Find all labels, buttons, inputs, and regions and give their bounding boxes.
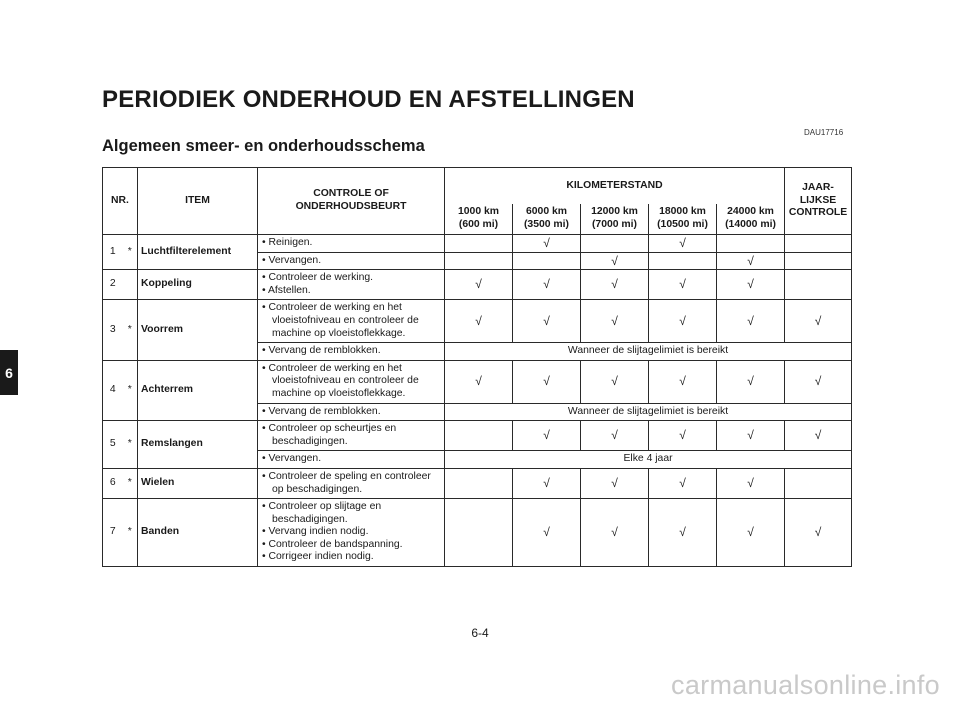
check-mark: √ [513, 499, 581, 567]
empty-cell [785, 468, 852, 498]
check-mark: √ [649, 468, 717, 498]
maintenance-description [258, 451, 445, 469]
description-line: • Controleer op slijtage en beschadigingen. [262, 501, 382, 525]
table-row [103, 360, 852, 403]
empty-cell [445, 252, 513, 270]
dealer-service-marker [123, 270, 138, 300]
schedule-body [103, 235, 852, 567]
check-mark: √ [581, 270, 649, 300]
annual-header [785, 168, 852, 235]
check-mark: √ [717, 499, 785, 567]
interval-header-5 [717, 204, 785, 235]
item-name: Banden [138, 499, 258, 567]
dealer-service-marker: * [123, 235, 138, 270]
interval-header-3 [581, 204, 649, 235]
empty-cell [445, 499, 513, 567]
check-mark: √ [581, 252, 649, 270]
description-line: • Vervang de remblokken. [262, 345, 381, 357]
check-mark: √ [785, 499, 852, 567]
interval-km: 18000 km [659, 206, 706, 218]
item-header: ITEM [138, 168, 258, 235]
empty-cell [445, 235, 513, 253]
row-number: 7 [103, 499, 123, 567]
description-line: • Controleer de werking en het vloeistofniveau en controleer de machine op vloeistoflekkage. [262, 302, 419, 339]
item-name: Luchtfilterelement [138, 235, 258, 270]
annual-header-line-1: JAAR- [802, 182, 834, 194]
page-number: 6-4 [471, 626, 489, 640]
check-mark: √ [717, 421, 785, 451]
table-row [103, 270, 852, 300]
check-mark: √ [785, 300, 852, 343]
dealer-service-marker: * [123, 360, 138, 420]
check-mark: √ [785, 360, 852, 403]
maintenance-description [258, 270, 445, 300]
check-mark: √ [513, 235, 581, 253]
check-mark: √ [649, 235, 717, 253]
interval-note: Wanneer de slijtagelimiet is bereikt [445, 343, 852, 361]
odometer-header: KILOMETERSTAND [445, 168, 785, 205]
row-number: 4 [103, 360, 123, 420]
maintenance-description [258, 360, 445, 403]
maintenance-description [258, 468, 445, 498]
description-line: • Vervangen. [262, 254, 322, 266]
interval-km: 1000 km [457, 206, 500, 218]
empty-cell [445, 421, 513, 451]
check-mark: √ [581, 360, 649, 403]
check-mark: √ [649, 499, 717, 567]
watermark: carmanualsonline.info [671, 670, 940, 700]
interval-mi: (3500 mi) [523, 219, 570, 230]
empty-cell [581, 235, 649, 253]
item-name: Wielen [138, 468, 258, 498]
description-line: • Controleer de werking. [262, 272, 374, 284]
dealer-service-marker: * [123, 499, 138, 567]
page-title: PERIODIEK ONDERHOUD EN AFSTELLINGEN [102, 86, 635, 113]
empty-cell [445, 468, 513, 498]
table-row [103, 300, 852, 343]
check-mark: √ [513, 270, 581, 300]
dealer-service-marker: * [123, 421, 138, 469]
description-line: • Corrigeer indien nodig. [262, 551, 374, 563]
maintenance-description [258, 252, 445, 270]
row-number: 2 [103, 270, 123, 300]
check-mark: √ [445, 270, 513, 300]
interval-mi: (10500 mi) [657, 219, 708, 230]
table-row [103, 468, 852, 498]
description-line: • Vervang indien nodig. [262, 526, 369, 538]
description-line: • Afstellen. [262, 284, 311, 296]
check-mark: √ [581, 499, 649, 567]
interval-note: Elke 4 jaar [445, 451, 852, 469]
empty-cell [785, 252, 852, 270]
maintenance-description [258, 343, 445, 361]
check-mark: √ [445, 360, 513, 403]
description-line: • Controleer de speling en controleer op beschadigingen. [262, 470, 431, 495]
dealer-service-marker: * [123, 468, 138, 498]
table-row [103, 421, 852, 451]
check-header [258, 168, 445, 235]
check-mark: √ [717, 360, 785, 403]
check-mark: √ [649, 270, 717, 300]
check-mark: √ [513, 360, 581, 403]
interval-mi: (600 mi) [458, 219, 499, 230]
description-line: • Controleer de werking en het vloeistofniveau en controleer de machine op vloeistoflekkage. [262, 362, 419, 399]
annual-header-line-2: LIJKSE [799, 194, 837, 206]
check-mark: √ [445, 300, 513, 343]
check-mark: √ [717, 252, 785, 270]
check-mark: √ [649, 421, 717, 451]
description-line: • Controleer op scheurtjes en beschadigingen. [262, 423, 397, 447]
table-row [103, 499, 852, 567]
interval-header-2 [513, 204, 581, 235]
item-name: Remslangen [138, 421, 258, 469]
maintenance-description [258, 403, 445, 421]
check-mark: √ [581, 421, 649, 451]
check-mark: √ [717, 270, 785, 300]
row-number: 6 [103, 468, 123, 498]
check-mark: √ [513, 300, 581, 343]
maintenance-description [258, 300, 445, 343]
interval-km: 12000 km [591, 206, 638, 218]
maintenance-description [258, 499, 445, 567]
interval-mi: (7000 mi) [591, 219, 638, 230]
interval-mi: (14000 mi) [725, 219, 776, 230]
description-line: • Vervang de remblokken. [262, 405, 381, 417]
check-mark: √ [717, 300, 785, 343]
row-number: 3 [103, 300, 123, 360]
chapter-tab: 6 [0, 350, 18, 395]
item-name: Voorrem [138, 300, 258, 360]
empty-cell [717, 235, 785, 253]
interval-header-4 [649, 204, 717, 235]
row-number: 5 [103, 421, 123, 469]
row-number: 1 [103, 235, 123, 270]
check-mark: √ [649, 360, 717, 403]
check-mark: √ [717, 468, 785, 498]
description-line: • Vervangen. [262, 453, 322, 465]
item-name: Achterrem [138, 360, 258, 420]
check-header-text: CONTROLE OF ONDERHOUDSBEURT [295, 188, 407, 212]
maintenance-description [258, 421, 445, 451]
table-row [103, 235, 852, 253]
nr-header: NR. [103, 168, 138, 235]
check-mark: √ [581, 468, 649, 498]
document-code: DAU17716 [804, 128, 844, 137]
dealer-service-marker: * [123, 300, 138, 360]
section-title: Algemeen smeer- en onderhoudsschema [102, 137, 425, 155]
description-line: • Reinigen. [262, 237, 313, 248]
description-line: • Controleer de bandspanning. [262, 538, 403, 550]
interval-km: 24000 km [727, 206, 774, 218]
check-mark: √ [513, 468, 581, 498]
check-mark: √ [581, 300, 649, 343]
item-name: Koppeling [138, 270, 258, 300]
check-mark: √ [649, 300, 717, 343]
interval-km: 6000 km [525, 206, 568, 218]
empty-cell [785, 270, 852, 300]
empty-cell [649, 252, 717, 270]
maintenance-description [258, 235, 445, 253]
empty-cell [785, 235, 852, 253]
interval-note: Wanneer de slijtagelimiet is bereikt [445, 403, 852, 421]
check-mark: √ [513, 421, 581, 451]
annual-header-line-3: CONTROLE [788, 207, 848, 219]
maintenance-schedule-table [102, 167, 852, 567]
interval-header-1 [445, 204, 513, 235]
check-mark: √ [785, 421, 852, 451]
empty-cell [513, 252, 581, 270]
